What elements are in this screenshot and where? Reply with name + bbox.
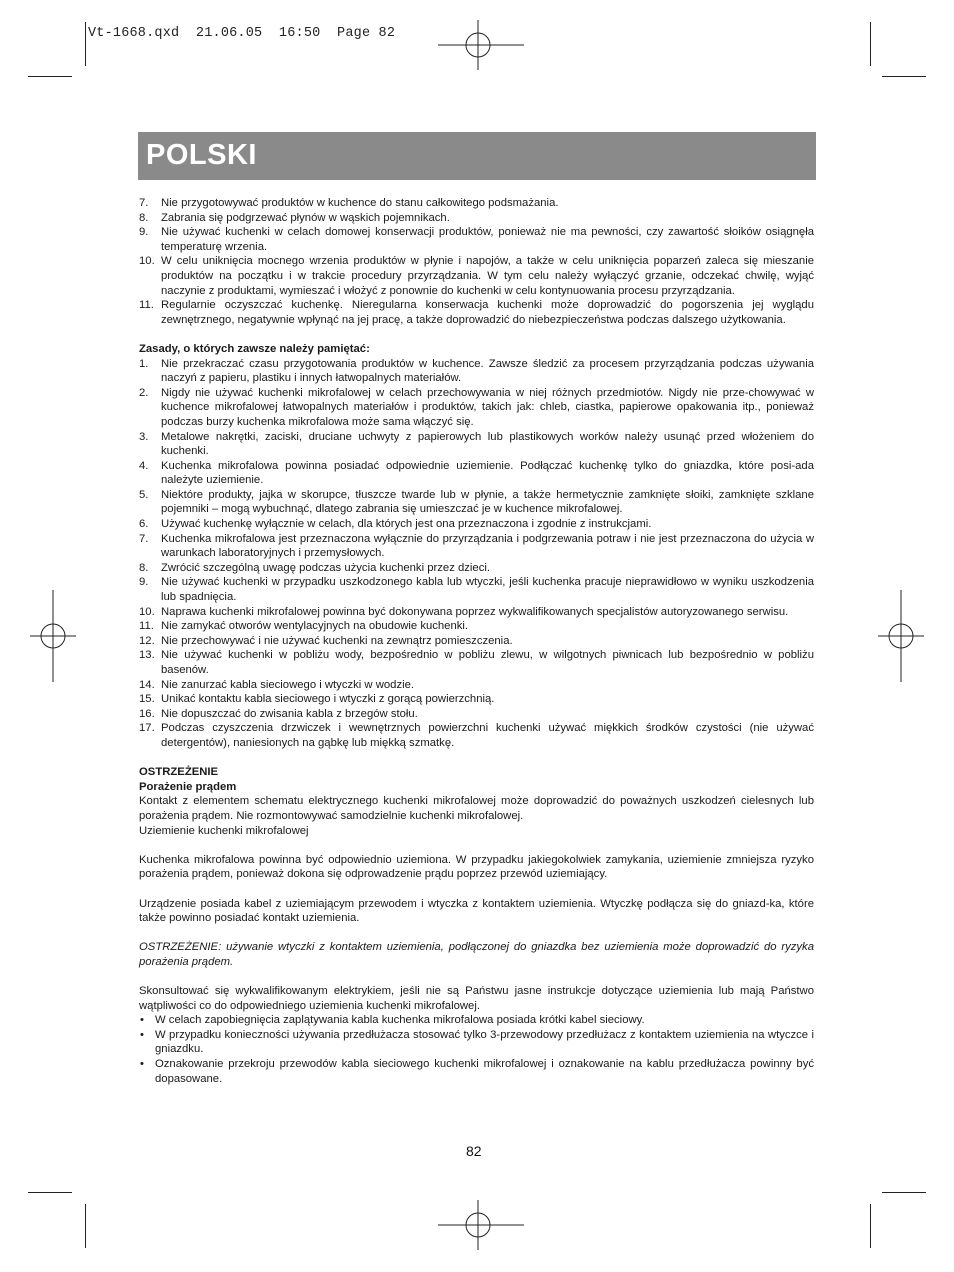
bullet-icon: • — [140, 1028, 144, 1041]
crop-mark — [85, 1204, 86, 1248]
list-item: 15. Unikać kontaktu kabla sieciowego i wtyczki z gorącą powierzchnią. — [139, 693, 495, 706]
list-item: 4. Kuchenka mikrofalowa powinna posiadać odpowiednie uziemienie. Podłączać kuchenkę tylko do gniazdka, które posi-ada należyte uziemienie. — [139, 459, 814, 487]
warning-heading: OSTRZEŻENIE — [139, 766, 219, 779]
paragraph: Urządzenie posiada kabel z uziemiającym przewodem i wtyczka z kontaktem uziemienia. Wtyczkę podłącza się do gniazd-ka, które także powinno posiadać kontakt uziemienia. — [139, 897, 814, 925]
list-item: • Oznakowanie przekroju przewodów kabla sieciowego kuchenki mikrofalowej i oznakowanie na kablu przedłużacza powinny być dopasowane. — [140, 1058, 814, 1085]
list-item: 7. Nie przygotowywać produktów w kuchence do stanu całkowitego podsmażania. — [139, 197, 559, 209]
list-item: • W celach zapobiegnięcia zaplątywania kabla kuchenka mikrofalowa posiada krótki kabel sieciowy. — [140, 1014, 645, 1027]
list-item: • W przypadku konieczności używania przedłużacza stosować tylko 3-przewodowy przedłużacz z kontaktem uziemienia na wtyczce i gniazdku. — [140, 1028, 814, 1056]
crop-mark — [870, 22, 871, 66]
crop-mark — [28, 76, 72, 77]
crop-mark — [870, 1204, 871, 1248]
list-item: 10. W celu uniknięcia mocnego wrzenia produktów w płynie i napojów, a także w celu uniknięcia poparzeń zaleca się mieszanie produktów na początku i w trakcie procedury przyrządzania. W tym celu należy wyłączyć grzanie, odczekać chwilę, wyjąć naczynie z produktami, wymieszać i włożyć z ponownie do kuchenki w celu kontynuowania procesu przyrządzania. — [139, 255, 814, 297]
list-item: 5. Niektóre produkty, jajka w skorupce, tłuszcze twarde lub w płynie, a także hermetycznie zamknięte słoiki, zamknięte szklane pojemniki – mogą wybuchnąć, dlatego zabrania się umieszczać je w kuchence mikrofalowej. — [139, 488, 814, 516]
manual-content — [139, 196, 814, 1086]
warning-subheading: Porażenie prądem — [139, 780, 237, 793]
list-item: 8. Zabrania się podgrzewać płynów w wąskich pojemnikach. — [139, 211, 450, 224]
list-item: 8. Zwrócić szczególną uwagę podczas użycia kuchenki przez dzieci. — [139, 561, 491, 574]
rules-list — [139, 357, 814, 751]
registration-mark-icon — [438, 1200, 524, 1250]
registration-mark-icon — [878, 590, 924, 682]
list-item: 14. Nie zanurzać kabla sieciowego i wtyczki w wodzie. — [139, 678, 415, 691]
list-item: 2. Nigdy nie używać kuchenki mikrofalowej w celach przechowywania w niej różnych przedmiotów. Nigdy nie prze-chowywać w kuchence mikrofalowej łatwopalnych materiałów i produktów, takich jak: chleb, ciastka, papierowe opakowania itp., ponieważ podczas burzy kuchenka mikrofalowa może sama włączyć się. — [139, 386, 814, 428]
language-title: POLSKI — [146, 139, 257, 171]
paragraph: Uziemienie kuchenki mikrofalowej — [139, 824, 309, 837]
list-item: 10. Naprawa kuchenki mikrofalowej powinna być dokonywana poprzez wykwalifikowanych specjalistów autoryzowanego serwisu. — [139, 605, 789, 618]
list-item: 6. Używać kuchenkę wyłącznie w celach, dla których jest ona przeznaczona i zgodnie z instrukcjami. — [139, 518, 652, 531]
list-item: 16. Nie dopuszczać do zwisania kabla z brzegów stołu. — [139, 707, 418, 720]
print-slug: Vt-1668.qxd 21.06.05 16:50 Page 82 — [88, 26, 396, 41]
crop-mark — [85, 22, 86, 66]
list-item: 12. Nie przechowywać i nie używać kuchenki na zewnątrz pomieszczenia. — [139, 634, 513, 647]
registration-mark-icon — [438, 20, 524, 70]
bullet-icon: • — [140, 1014, 144, 1027]
crop-mark — [882, 76, 926, 77]
registration-mark-icon — [30, 590, 76, 682]
list-item: 1. Nie przekraczać czasu przygotowania produktów w kuchence. Zawsze śledzić za procesem przyrządzania podczas używania naczyń z papieru, plastiku i innych łatwopalnych materiałów. — [139, 357, 814, 385]
bullet-icon: • — [140, 1058, 144, 1071]
list-item: 11. Nie zamykać otworów wentylacyjnych na obudowie kuchenki. — [139, 620, 469, 633]
list-item: 9. Nie używać kuchenki w przypadku uszkodzonego kabla lub wtyczki, jeśli kuchenka pracuje nieprawidłowo w wyniku uszkodzenia lub spadnięcia. — [139, 576, 814, 604]
bullet-list — [139, 1013, 814, 1086]
safety-list-continued — [139, 196, 814, 327]
list-item: 9. Nie używać kuchenki w celach domowej konserwacji produktów, ponieważ nie ma pewności, czy zawartość słoików osiągnęła temperaturę wrzenia. — [139, 226, 814, 253]
list-item: 11. Regularnie oczyszczać kuchenkę. Nieregularna konserwacja kuchenki może doprowadzić do pogorszenia jej wyglądu zewnętrznego, negatywnie wpłynąć na jej pracę, a także doprowadzić do niebezpieczeństwa podczas dalszego użytkowania. — [139, 299, 814, 326]
rules-heading: Zasady, o których zawsze należy pamiętać: — [139, 342, 370, 355]
paragraph: Skonsultować się wykwalifikowanym elektrykiem, jeśli nie są Państwu jasne instrukcje dotyczące uziemienia lub mają Państwo wątpliwości co do odpowiedniego uziemienia kuchenki mikrofalowej. — [139, 985, 814, 1012]
list-item: 13. Nie używać kuchenki w pobliżu wody, bezpośrednio w pobliżu zlewu, w wilgotnych piwnicach lub bezpośrednio w pobliżu basenów. — [139, 649, 814, 676]
paragraph: Kontakt z elementem schematu elektrycznego kuchenki mikrofalowej może doprowadzić do poważnych uszkodzeń cielesnych lub porażenia prądem. Nie rozmontowywać samodzielnie kuchenki mikrofalowej. — [139, 795, 814, 822]
list-item: 3. Metalowe nakrętki, zaciski, druciane uchwyty z papierowych lub plastikowych worków należy usunąć przed włożeniem do kuchenki. — [139, 430, 814, 458]
language-header-bar — [138, 132, 816, 180]
list-item: 17. Podczas czyszczenia drzwiczek i wewnętrznych powierzchni kuchenki używać miękkich środków czystości (nie używać detergentów), naniesionych na gąbkę lub miękką szmatkę. — [139, 722, 814, 749]
italic-warning: OSTRZEŻENIE: używanie wtyczki z kontaktem uziemienia, podłączonej do gniazdka bez uziemienia może doprowadzić do ryzyka porażenia prądem. — [139, 941, 814, 968]
page-number: 82 — [466, 1143, 482, 1159]
paragraph: Kuchenka mikrofalowa powinna być odpowiednio uziemiona. W przypadku jakiegokolwiek zamykania, uziemienie zmniejsza ryzyko porażenia prądem, ponieważ dokona się odprowadzenie prądu poprzez przewód uziemiający. — [139, 853, 814, 881]
list-item: 7. Kuchenka mikrofalowa jest przeznaczona wyłącznie do przyrządzania i podgrzewania potraw i nie jest przeznaczona do użycia w warunkach laboratoryjnych i przemysłowych. — [139, 532, 814, 560]
crop-mark — [28, 1192, 72, 1193]
crop-mark — [882, 1192, 926, 1193]
